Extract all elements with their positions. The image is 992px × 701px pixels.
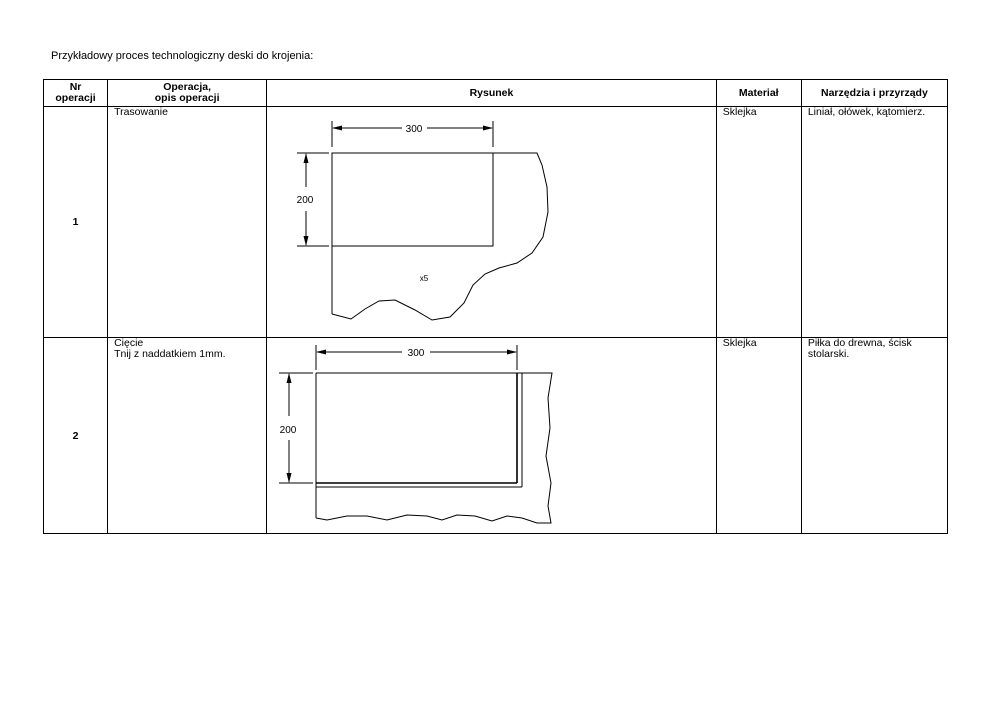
operacja-name: Cięcie <box>114 337 144 349</box>
row-narzedzia: Liniał, ołówek, kątomierz. <box>801 107 947 338</box>
row-drawing <box>267 107 716 338</box>
row-nr: 1 <box>44 107 108 338</box>
row-operacja <box>108 338 267 534</box>
page-title: Przykładowy proces technologiczny deski do krojenia: <box>51 50 314 62</box>
table-header-row <box>44 80 948 107</box>
marking-drawing <box>267 107 716 337</box>
header-nr-line2: operacji <box>55 92 96 104</box>
height-dimension-label: 200 <box>279 425 297 436</box>
cutting-drawing <box>267 338 716 533</box>
quantity-note: x5 <box>420 274 429 283</box>
header-nr <box>44 80 108 107</box>
row-material: Sklejka <box>716 107 801 338</box>
header-operacja <box>108 80 267 107</box>
table-row <box>44 107 948 338</box>
header-operacja-line1: Operacja, <box>163 81 212 93</box>
row-drawing <box>267 338 716 534</box>
width-dimension-label: 300 <box>407 348 425 359</box>
row-narzedzia: Piłka do drewna, ścisk stolarski. <box>801 338 947 534</box>
header-material: Materiał <box>716 80 801 107</box>
header-narzedzia: Narzędzia i przyrządy <box>801 80 947 107</box>
width-dimension-label: 300 <box>405 124 423 135</box>
operacja-name: Trasowanie <box>114 106 168 118</box>
row-material: Sklejka <box>716 338 801 534</box>
table-row <box>44 338 948 534</box>
process-table <box>43 79 948 534</box>
row-nr: 2 <box>44 338 108 534</box>
header-operacja-line2: opis operacji <box>154 92 220 104</box>
header-nr-line1: Nr <box>69 81 82 93</box>
height-dimension-label: 200 <box>296 195 314 206</box>
row-operacja <box>108 107 267 338</box>
header-rysunek: Rysunek <box>267 80 716 107</box>
operacja-description: Tnij z naddatkiem 1mm. <box>114 348 226 360</box>
